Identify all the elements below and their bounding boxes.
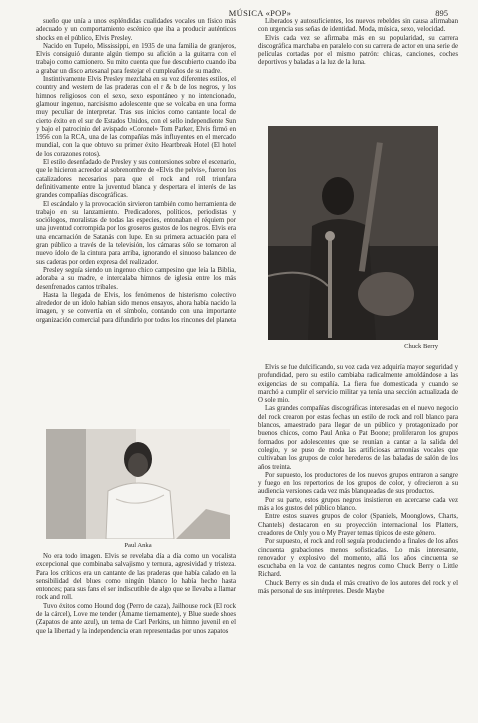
paragraph: Por supuesto, los productores de los nuevos grupos entraron a sangre y fuego en los repertorios de los grupos de color, y ofrecieron a su audiencia versiones cada vez más blanqueadas de sus productos. (258, 471, 458, 496)
photo-paul-anka-image (46, 429, 230, 539)
photo-caption-chuck-berry: Chuck Berry (404, 343, 438, 350)
photo-chuck-berry (268, 126, 438, 340)
paragraph: Elvis cada vez se afirmaba más en su popularidad, su carrera discográfica marchaba en paralelo con su carrera de actor en una serie de películas cortadas por el mismo patrón: chicas, canciones, coches deportivos y baladas a la luz de la luna. (258, 34, 458, 67)
photo-paul-anka (46, 429, 230, 539)
paragraph: Instintivamente Elvis Presley mezclaba en su voz diferentes estilos, el country and western de las praderas con el r & b de los negros, y los himnos religiosos con el sexo, sexo espontáneo y no intencionado, glamour ingenuo, narcisismo adolescente que se volcaba en una forma muy peculiar de interpretar. Tras sus inicios como cantante local de cierto éxito en el sur de Estados Unidos, con el sello independiente Sun y bajo el patrocinio del avispado «Coronel» Tom Parker, Elvis firmó en 1956 con la RCA, una de las compañías más influyentes en el mercado mundial, con la que obtuvo su primer éxito Heartbreak Hotel (El hotel de los corazones rotos). (36, 76, 236, 158)
paragraph: Tuvo éxitos como Hound dog (Perro de caza), Jailhouse rock (El rock de la cárcel), Love me tender (Ámame tiernamente), y Blue suede shoes (Zapatos de ante azul), un tema de Carl Perkins, un himno juvenil en el que la libertad y la independencia eran representadas por unos zapatos (36, 602, 236, 635)
left-column-text (36, 18, 236, 428)
paragraph: Chuck Berry es sin duda el más creativo de los autores del rock y el más personal de sus intérpretes. Desde Maybe (258, 579, 458, 596)
paragraph: Nacido en Tupelo, Mississippi, en 1935 de una familia de granjeros, Elvis consiguió durante algún tiempo su afición a la guitarra con el trabajo como camionero. Su mito cuenta que fue descubierto cuando iba a grabar un disco artesanal para festejar el cumpleaños de su madre. (36, 42, 236, 75)
paragraph: El estilo desenfadado de Presley y sus contorsiones sobre el escenario, que le hicieron acreedor al sobrenombre de «Elvis the pelvis», fueron los catalizadores necesarios para que el rock and roll triunfara definitivamente entre la juventud blanca y despertara el interés de las grandes compañías discográficas. (36, 159, 236, 200)
paragraph: sueño que unía a unos espléndidas cualidades vocales un físico más adecuado y un comportamiento escénico que iba a producir auténticos shocks en el público, Elvis Presley. (36, 18, 236, 42)
photo-chuck-berry-image (268, 126, 438, 340)
page-number: 895 (435, 8, 448, 18)
photo-caption-paul-anka: Paul Anka (124, 542, 152, 549)
left-column-lower-text (36, 553, 236, 708)
right-column-lower-text (258, 364, 458, 709)
paragraph: Las grandes compañías discográficas interesadas en el nuevo negocio del rock crearon por estas fechas un estilo de rock and roll blanco para blancos, amaestrado para llegar de un público y protagonizado por buenos chicos, como Paul Anka o Pat Boone; proliferaron los grupos formados por adolescentes que se reunían a cantar a la salida del colegio, y se puso de moda las artificiosas armonías vocales que cultivaban los grupos de color herederos de las baladas de salón de los años treinta. (258, 405, 458, 471)
right-column-upper-text (258, 18, 458, 118)
paragraph: El escándalo y la provocación sirvieron también como herramienta de trabajo en su lanzamiento. Predicadores, políticos, periodistas y sociólogos, moralistas de todas las especies, entonaban el réquiem por una juventud corrompida por los groseros gustos de los negros. Elvis era una encarnación de Satanás con lupe. En su primera actuación para el gran público a través de la televisión, los cámaras sólo se tomaron al nuevo ídolo de la cintura para arriba, ignorando el sinuoso balanceo de sus caderas por orden expresa del realizador. (36, 200, 236, 266)
paragraph: Presley seguía siendo un ingenuo chico campesino que leía la Biblia, adoraba a su madre, e intercalaba himnos de iglesia entre los más desenfrenados cantos tribales. (36, 266, 236, 291)
paragraph: Por supuesto, el rock and roll seguía produciendo a finales de los años cincuenta grabaciones menos sofisticadas. Lo más interesante, renovador y explosivo del momento, allá los años cincuenta se escuchaba en la voz de cantantes negros como Chuck Berry o Little Richard. (258, 538, 458, 579)
paragraph: Liberados y autosuficientes, los nuevos rebeldes sin causa afirmaban con urgencia sus señas de identidad. Moda, música, sexo, velocidad. (258, 18, 458, 34)
paragraph: Por su parte, estos grupos negros insistieron en acercarse cada vez más a los gustos del público blanco. (258, 496, 458, 513)
paragraph: Entre estos suaves grupos de color (Spaniels, Moonglows, Charts, Chantels) destacaron en su proyección internacional los Platters, creadores de Only you o My Prayer temas típicos de este género. (258, 513, 458, 537)
paragraph: Hasta la llegada de Elvis, los fenómenos de histerismo colectivo alrededor de un ídolo habían sido menos ensayos, ahora había nacido la imagen, y se convertía en el símbolo, contando con una importante organización comercial para difundirlo por todos los rincones del planeta (36, 291, 236, 324)
running-header: MÚSICA «POP» (228, 8, 292, 18)
paragraph: Elvis se fue dulcificando, su voz cada vez adquiría mayor seguridad y profundidad, pero su estilo cambiaba radicalmente amoldándose a las exigencias de su compañía. La fiera fue domesticada y cuando se marchó a cumplir el servicio militar ya tenía una sección actualizada de O sole mio. (258, 364, 458, 405)
paragraph: No era todo imagen. Elvis se revelaba día a día como un vocalista excepcional que combinaba salvajismo y ternura, agresividad y tristeza. Para los críticos era un cantante de las praderas que había calado en la sensibilidad del blues como ningún blanco lo había hecho hasta entonces; para sus fans el ser indiscutible de algo que se llevaba a llamar rock and roll. (36, 553, 236, 602)
